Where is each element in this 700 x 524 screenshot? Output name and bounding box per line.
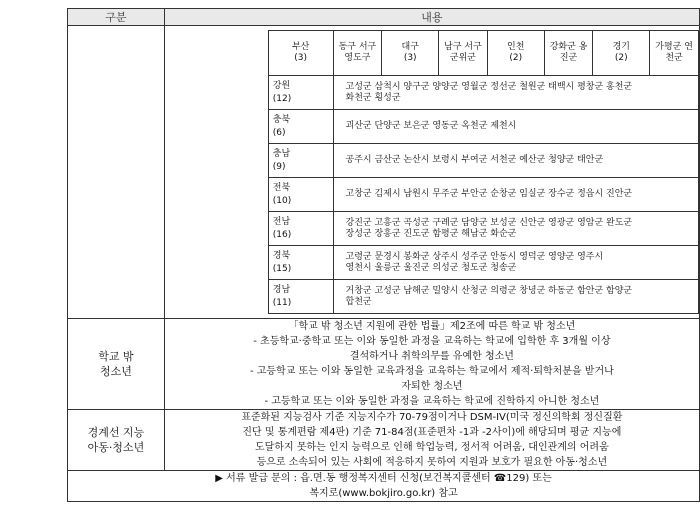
out-of-school-label: 학교 밖 청소년: [68, 319, 165, 410]
region-row-chungbuk: [268, 110, 698, 144]
province-name: 전북: [272, 182, 291, 193]
note-row: [68, 471, 700, 502]
region-row-gangwon: [268, 76, 698, 110]
note-line: ▶ 서류 발급 문의 : 읍.면.동 행정복지센터 신청(보건복지콜센터 ☎129) 또는: [215, 473, 552, 484]
definition-line: 등으로 소속되어 있는 사회에 적응하지 못하여 지원과 보호가 필요한 아동·청소년: [256, 457, 608, 468]
province-count: (10): [272, 195, 292, 206]
province-count: (9): [272, 161, 286, 172]
definition-line: 「학교 밖 청소년 지원에 관한 법률」제2조에 따른 학교 밖 청소년: [288, 321, 576, 332]
region-section: [68, 26, 700, 319]
definition-line: 도달하지 못하는 인지 능력으로 인해 학업능력, 정서적 어려움, 대인관계의 어려움: [255, 442, 609, 453]
region-header-incheon: 인천 (2): [487, 31, 544, 76]
definition-line: 자퇴한 청소년: [401, 381, 463, 392]
inquiry-note: [68, 471, 700, 502]
province-name: 충남: [272, 148, 291, 159]
region-row-chungnam: [268, 144, 698, 178]
borderline-label: 경계선 지능 아동·청소년: [68, 410, 165, 471]
region-label: [68, 26, 165, 319]
note-line: 복지로(www.bokjiro.go.kr) 참고: [309, 488, 458, 499]
main-table: [67, 8, 700, 502]
region-row-gyeongbuk: [268, 246, 698, 280]
district-list-line2: 합천군: [345, 296, 372, 307]
district-list-line1: 고창군 김제시 남원시 무주군 부안군 순창군 임실군 장수군 정읍시 진안군: [345, 189, 633, 199]
region-header-daegu-districts: 남구 서구 군위군: [439, 31, 488, 76]
definition-line: 결석하거나 취학의무를 유예한 청소년: [349, 351, 514, 362]
district-list-line2: 영천시 울릉군 울진군 의성군 청도군 청송군: [345, 262, 517, 273]
district-list-line1: 거창군 고성군 남해군 밀양시 산청군 의령군 창녕군 하동군 함안군 함양군: [345, 285, 633, 296]
region-header-gyeonggi-districts: 가평군 연천군: [650, 31, 699, 76]
province-count: (12): [272, 93, 292, 104]
region-row-jeonnam: [268, 212, 698, 246]
district-list-line1: 공주시 금산군 논산시 보령시 부여군 서천군 예산군 청양군 태안군: [345, 155, 604, 165]
region-table: [268, 30, 699, 314]
definition-line: - 고등학교 또는 이와 동일한 과정을 교육하는 학교에 진학하지 아니한 청소년: [264, 396, 600, 407]
header-category: 구분: [68, 9, 165, 26]
region-header-busan: 부산 (3): [268, 31, 333, 76]
province-count: (16): [272, 229, 292, 240]
province-name: 경남: [272, 284, 291, 295]
borderline-definition: [164, 410, 699, 471]
district-list-line1: 고령군 문경시 봉화군 상주시 성주군 안동시 영덕군 영양군 영주시: [345, 251, 604, 262]
district-list-line1: 고성군 삼척시 양구군 양양군 영월군 정선군 철원군 태백시 평창군 홍천군: [345, 81, 633, 92]
district-list-line2: 장성군 장흥군 진도군 함평군 해남군 화순군: [345, 228, 517, 239]
region-header-daegu: 대구 (3): [382, 31, 439, 76]
province-count: (11): [272, 297, 292, 308]
definition-line: - 고등학교 또는 이와 동일한 교육과정을 교육하는 학교에서 제적·퇴학처분을 받거나: [249, 366, 614, 377]
district-list-line2: 화천군 횡성군: [345, 92, 401, 103]
province-count: (6): [272, 127, 286, 138]
header-content: 내용: [164, 9, 699, 26]
region-row-gyeongnam: [268, 280, 698, 314]
definition-line: 진단 및 통계편람 제4판) 기준 71-84점(표준편차 -1과 -2사이)에 해당되며 평균 지능에: [242, 427, 622, 438]
definition-line: - 초등학교·중학교 또는 이와 동일한 과정을 교육하는 학교에 입학한 후 3개월 이상: [253, 336, 611, 347]
region-header-gyeonggi: 경기 (2): [593, 31, 650, 76]
region-header-row: [268, 31, 698, 76]
province-name: 충북: [272, 114, 291, 125]
out-of-school-definition: [164, 319, 699, 410]
borderline-section: [68, 410, 700, 471]
province-name: 경북: [272, 250, 291, 261]
region-cell: [164, 26, 699, 319]
district-list-line1: 괴산군 단양군 보은군 영동군 옥천군 제천시: [345, 121, 517, 131]
province-count: (15): [272, 263, 292, 274]
district-list-line1: 강진군 고흥군 곡성군 구례군 담양군 보성군 신안군 영광군 영암군 완도군: [345, 217, 633, 228]
definition-line: 표준화된 지능검사 기준 지능지수가 70-79점이거나 DSM-IV(미국 정신의학회 정신질환: [241, 412, 623, 423]
province-name: 전남: [272, 216, 291, 227]
province-name: 강원: [272, 80, 291, 91]
out-of-school-section: [68, 319, 700, 410]
header-row: [68, 9, 700, 26]
region-header-busan-districts: 동구 서구 영도구: [333, 31, 382, 76]
region-header-incheon-districts: 강화군 옹진군: [544, 31, 593, 76]
region-row-jeonbuk: [268, 178, 698, 212]
